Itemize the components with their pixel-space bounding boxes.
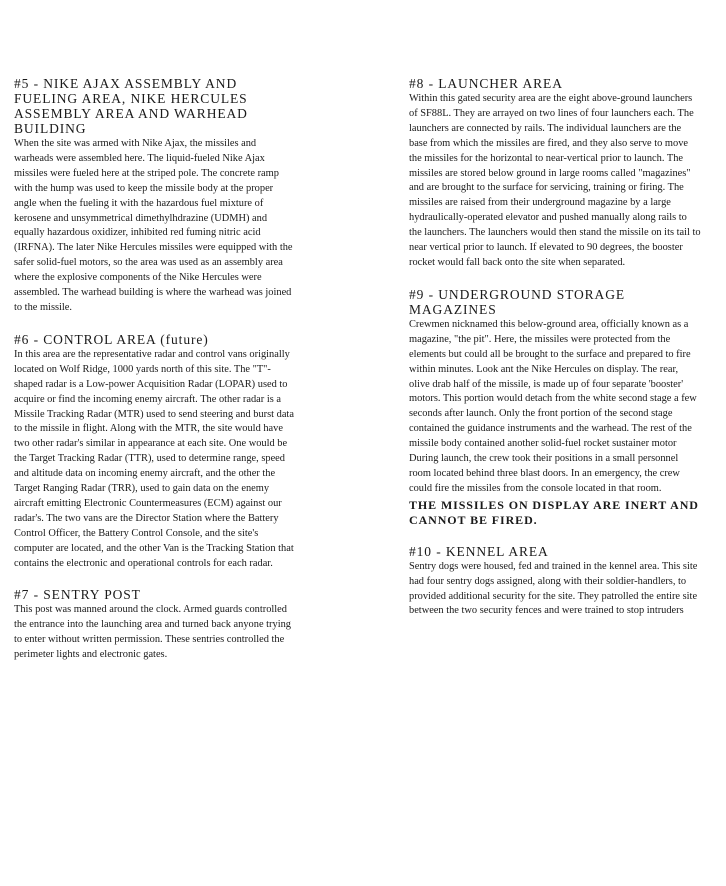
heading-separator: - [424,76,439,91]
heading-separator: - [29,76,44,91]
section-8-launcher-area [409,76,701,271]
section-9-underground-storage [409,287,701,528]
section-10-kennel-area [409,544,701,620]
section-number: #9 [409,286,425,302]
section-heading [409,544,701,559]
section-title: CONTROL AREA [43,331,156,347]
section-heading [14,332,294,347]
right-column [409,76,701,635]
section-number: #5 [14,76,30,91]
section-text: Within this gated security area are the eight above-ground launchers of SF88L. They are arrayed on two lines of four launchers each. The launchers are connected by rails. The individual launchers are the base from which the missiles are fired, and they also serve to move the missiles for the horizontal to near-vertical prior to launch. The missiles are stored below ground in large rooms called "magazines" and are brought to the surface for servicing, training or firing. The missiles are raised from their underground magazine by a large hydraulically-operated elevator and pushed manually along rails to the launchers. The launchers would then stand the missile on its tail to near vertical prior to launch. If elevated to 90 degrees, the booster rocket would fall back onto the site when separated. [409,93,701,268]
section-heading [409,287,701,317]
section-title-suffix: (future) [160,331,209,347]
inert-notice: THE MISSILES ON DISPLAY ARE INERT AND CANNOT BE FIRED. [409,497,699,527]
section-title: LAUNCHER AREA [438,76,563,91]
heading-separator: - [424,286,439,302]
section-text: This post was manned around the clock. Armed guards controlled the entrance into the launching area and turned back anyone trying to enter without written permission. These sentries controlled the perimeter lights and electronic gates. [14,604,291,661]
section-text-body: Crewmen nicknamed this below-ground area, officially known as a magazine, "the pit". Here, the missiles were protected from the elements but could all be brought to the surface and prepared to fire within minutes. Look ant the Nike Hercules on display. The rear, olive drab half of the missile, is made up of four separate 'booster' motors. This portion would detach from the white second stage a few seconds after launch. Only the front portion of the second stage contained the guidance instruments and the warhead. The rest of the missile body contained another solid-fuel rocket sustainer motor During launch, the crew took their positions in a small personnel room located behind three blast doors. In an emergency, the crew could fire the missiles from the console located in that room. [409,318,697,494]
section-text [409,318,701,528]
section-heading [14,587,294,602]
section-number: #8 [409,76,425,91]
section-text: In this area are the representative radar and control vans originally located on Wolf Ridge, 1000 yards north of this site. The "T"- shaped radar is a Low-power Acquisition Radar (LOPAR) used to acquire or find the incoming enemy aircraft. The other radar is a Missile Tracking Radar (MTR) used to send steering and burst data to the missile in flight. Along with the MTR, the site would have two other radar's similar in appearance at each site. One would be the Target Tracking Radar (TTR), used to determine range, speed and altitude data on incoming enemy aircraft, and the other the Target Ranging Radar (TRR), used to gain data on the enemy aircraft emitting Electronic Countermeasures (ECM) against our radar's. The two vans are the Director Station where the Battery Control Officer, the Battery Control Console, and the site's computer are located, and the other Van is the Tracking Station that contains the electronic and operational controls for each radar. [14,348,294,569]
section-title: UNDERGROUND STORAGE MAGAZINES [409,286,625,317]
section-7-sentry-post [14,587,294,663]
heading-separator: - [29,587,44,603]
section-text: When the site was armed with Nike Ajax, the missiles and warheads were assembled here. The liquid-fueled Nike Ajax missiles were fueled here at the striped pole. The concrete ramp with the hump was used to keep the missile body at the proper angle when the fueling it with the hazardous fuel mixture of kerosene and unsymmetrical dimethylhdrazine (UDMH) and equally hazardous oxidizer, inhibited red fuming nitric acid (IRFNA). The later Nike Hercules missiles were equipped with the safer solid-fuel motors, so the area was used as an assembly area where the explosive components of the Nike Hercules were assembled. The warhead building is where the warhead was joined to the missile. [14,138,293,313]
section-number: #10 [409,543,432,559]
section-number: #6 [14,331,30,347]
section-title: NIKE AJAX ASSEMBLY AND FUELING AREA, NIKE HERCULES ASSEMBLY AREA AND WARHEAD BUILDING [14,76,248,136]
section-5-assembly-fueling-area [14,76,294,316]
section-title: KENNEL AREA [445,543,549,559]
left-column [14,76,294,679]
heading-separator: - [431,543,446,559]
section-number: #7 [14,587,30,603]
section-6-control-area [14,332,294,572]
section-heading [409,76,701,91]
section-text: Sentry dogs were housed, fed and trained in the kennel area. This site had four sentry dogs assigned, along with their soldier-handlers, to provided additional security for the site. They patrolled the entire site between the two security fences and were trained to stop intruders [409,560,698,617]
section-title: SENTRY POST [43,587,141,603]
section-heading [14,76,294,136]
heading-separator: - [29,331,44,347]
